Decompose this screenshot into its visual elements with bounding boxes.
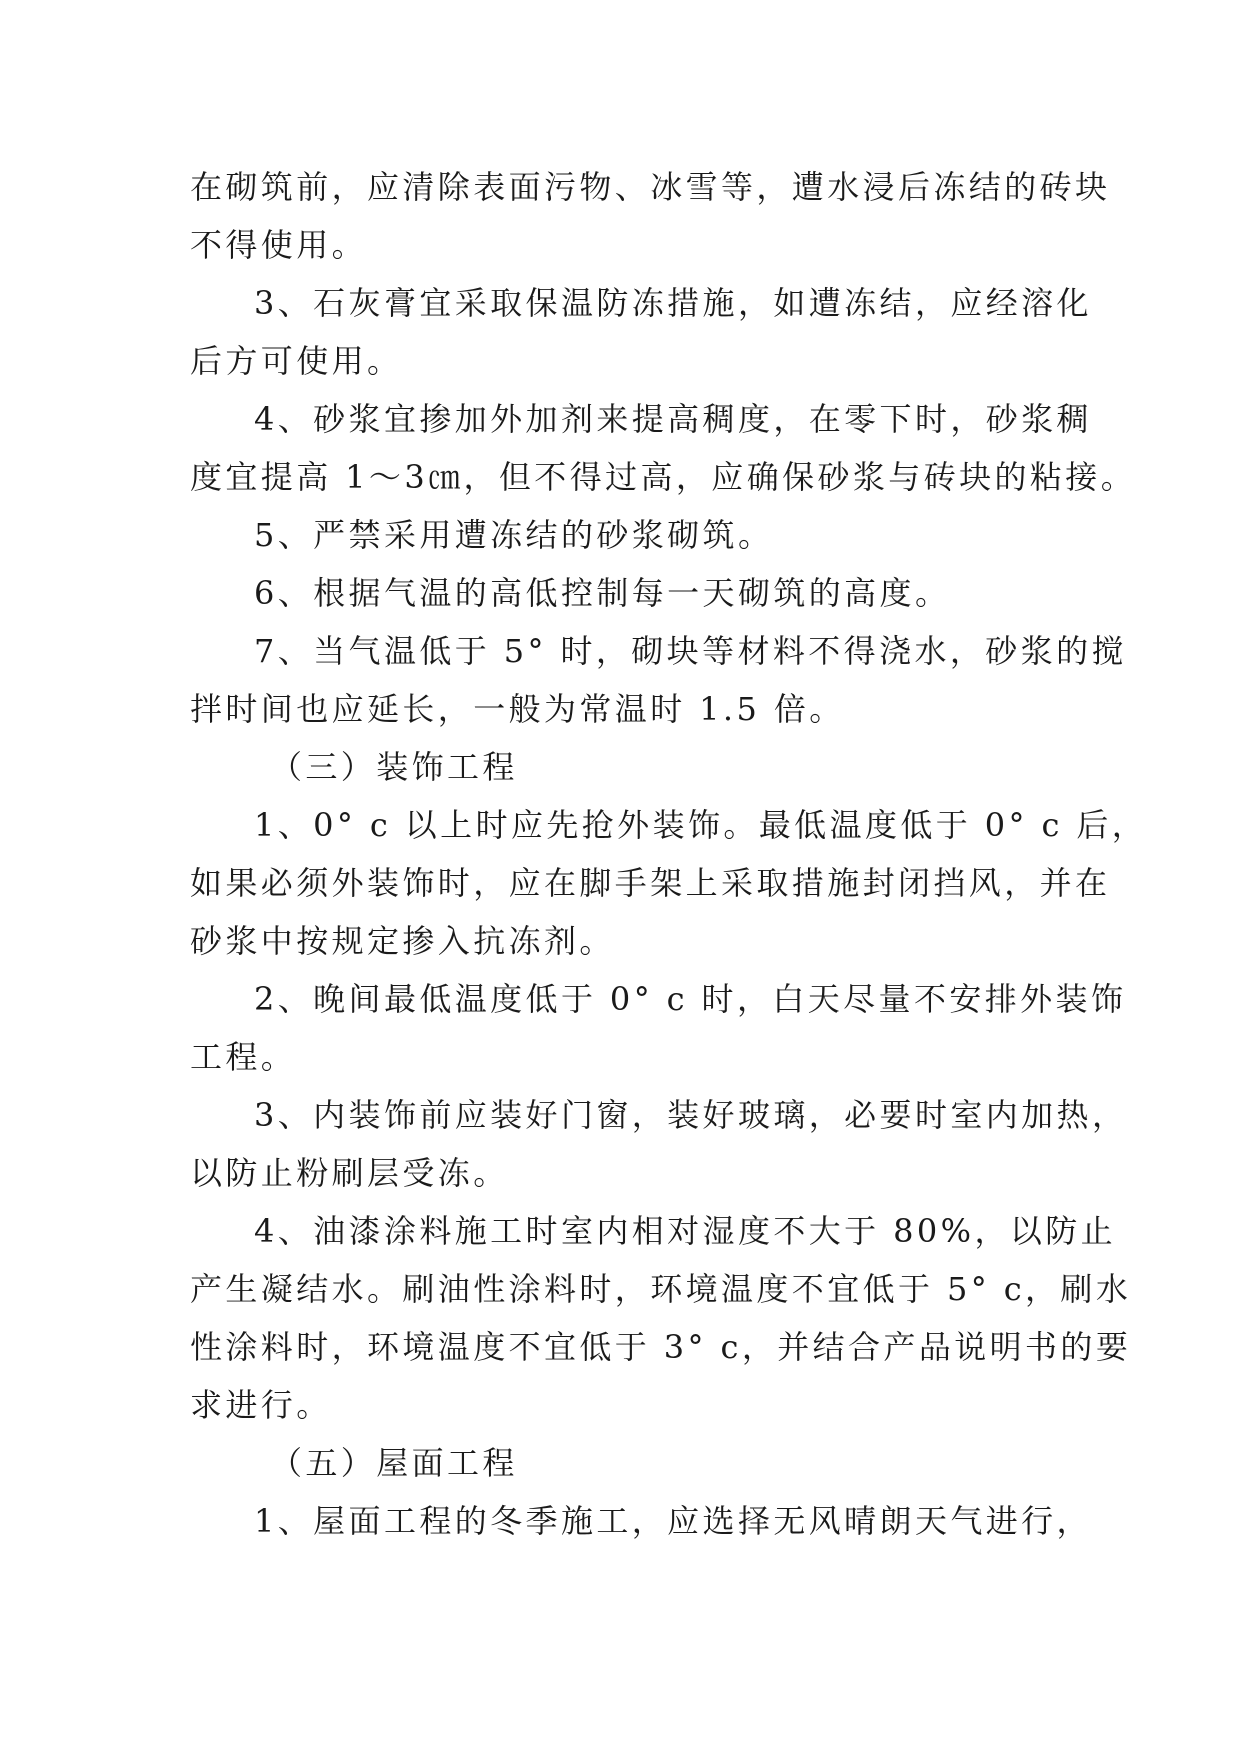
- paragraph-line: 1、屋面工程的冬季施工，应选择无风晴朗天气进行，: [254, 1502, 1092, 1540]
- section-heading: （三）装饰工程: [270, 748, 518, 786]
- paragraph-line: 1、0° c 以上时应先抢外装饰。最低温度低于 0° c 后，: [254, 806, 1148, 844]
- section-heading: （五）屋面工程: [270, 1444, 518, 1482]
- paragraph-line: 4、油漆涂料施工时室内相对湿度不大于 80%，以防止: [254, 1212, 1117, 1250]
- paragraph-line: 2、晚间最低温度低于 0° c 时，白天尽量不安排外装饰: [254, 980, 1127, 1018]
- paragraph-line: 性涂料时，环境温度不宜低于 3° c，并结合产品说明书的要: [190, 1328, 1132, 1366]
- paragraph-line: 7、当气温低于 5° 时，砌块等材料不得浇水，砂浆的搅: [254, 632, 1127, 670]
- paragraph-line: 如果必须外装饰时，应在脚手架上采取措施封闭挡风，并在: [190, 864, 1111, 902]
- paragraph-line: 6、根据气温的高低控制每一天砌筑的高度。: [254, 574, 951, 612]
- paragraph-line: 4、砂浆宜掺加外加剂来提高稠度，在零下时，砂浆稠: [254, 400, 1092, 438]
- paragraph-line: 在砌筑前，应清除表面污物、冰雪等，遭水浸后冻结的砖块: [190, 168, 1111, 206]
- paragraph-line: 求进行。: [190, 1386, 332, 1424]
- paragraph-line: 后方可使用。: [190, 342, 403, 380]
- paragraph-line: 以防止粉刷层受冻。: [190, 1154, 509, 1192]
- paragraph-line: 5、严禁采用遭冻结的砂浆砌筑。: [254, 516, 774, 554]
- paragraph-line: 拌时间也应延长，一般为常温时 1.5 倍。: [190, 690, 845, 728]
- paragraph-line: 3、内装饰前应装好门窗，装好玻璃，必要时室内加热，: [254, 1096, 1128, 1134]
- paragraph-line: 3、石灰膏宜采取保温防冻措施，如遭冻结，应经溶化: [254, 284, 1092, 322]
- paragraph-line: 砂浆中按规定掺入抗冻剂。: [190, 922, 615, 960]
- body-text: [190, 158, 1148, 1550]
- paragraph-line: 产生凝结水。刷油性涂料时，环境温度不宜低于 5° c，刷水: [190, 1270, 1132, 1308]
- paragraph-line: 工程。: [190, 1038, 297, 1076]
- paragraph-line: 不得使用。: [190, 226, 368, 264]
- paragraph-line: 度宜提高 1～3㎝，但不得过高，应确保砂浆与砖块的粘接。: [190, 458, 1137, 496]
